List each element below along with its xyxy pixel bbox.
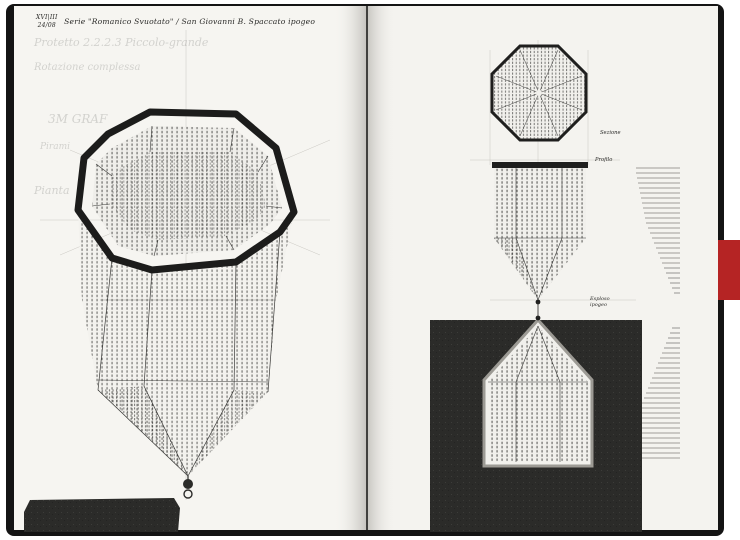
caption-number-bottom: 24/08 [37, 22, 56, 29]
page-caption [36, 14, 315, 30]
ghost-text-line: Pirami [40, 142, 71, 152]
caption-number-top: XVI [36, 14, 48, 21]
section-octagon [492, 46, 586, 140]
label-esploso [590, 296, 610, 308]
ghost-text-line: Protetto 2.2.2.3 Piccolo-grande [34, 36, 209, 49]
ghost-text-line: 3M GRAF [48, 112, 108, 126]
caption-number: XVI|III 24/08 [36, 14, 58, 29]
label-sezione: Sezione [600, 130, 621, 136]
ghost-text-line: Pianta [34, 184, 70, 197]
label-esploso-line1: Esploso [590, 296, 610, 302]
exploded-underground-block [430, 302, 642, 532]
label-esploso-line2: ipogeo [590, 302, 607, 308]
label-profilo: Profilo [595, 157, 613, 163]
ghost-text-line: Rotazione complessa [34, 62, 141, 73]
bookmark-ribbon [718, 240, 740, 300]
caption-text: Serie "Romanico Svuotato" / San Giovanni B. Spaccato ipogeo [64, 17, 316, 26]
caption-number-mid: III [49, 14, 58, 21]
